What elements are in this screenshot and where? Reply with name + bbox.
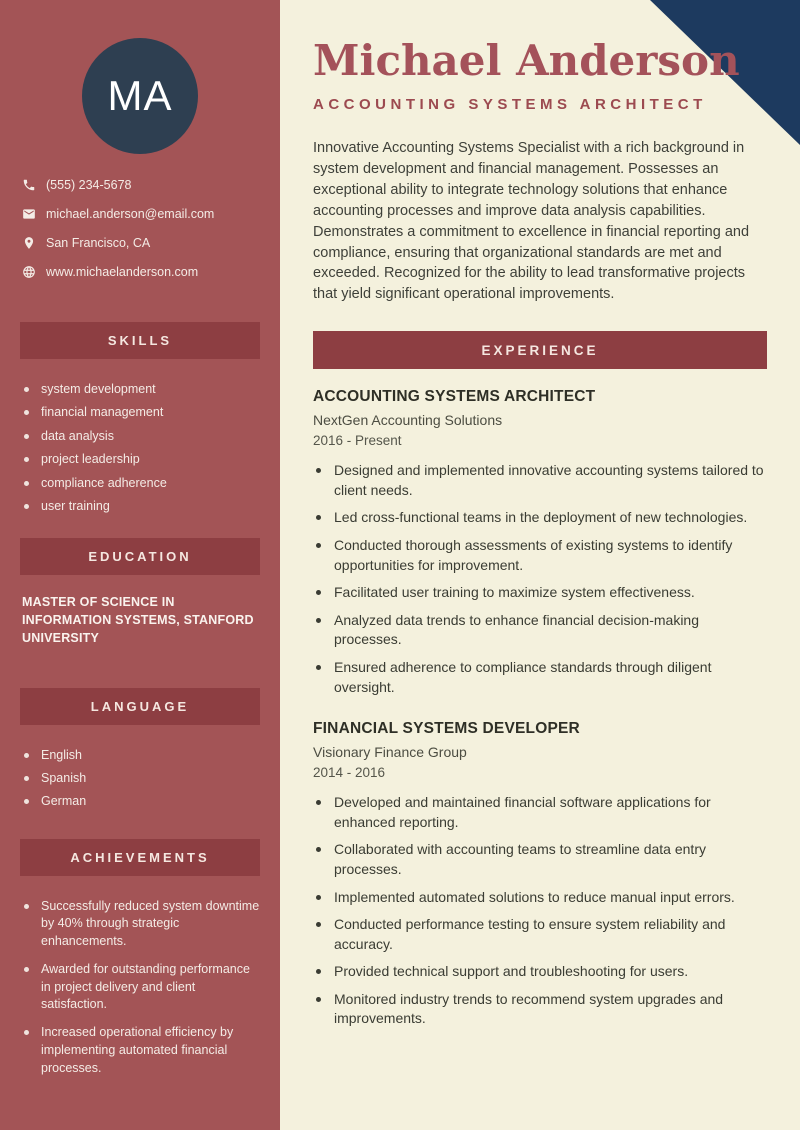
job-bullet-item — [313, 611, 767, 650]
achievement-item — [22, 961, 262, 1014]
job-title: ACCOUNTING SYSTEMS ARCHITECT — [313, 388, 596, 406]
bullet-icon — [316, 800, 321, 805]
achievements-list — [0, 898, 280, 1078]
language-label: German — [41, 794, 87, 809]
bullet-icon — [24, 387, 29, 392]
contact-list — [0, 178, 280, 279]
job-entry — [313, 388, 767, 697]
bullet-icon — [316, 847, 321, 852]
job-dates: 2016 - Present — [313, 433, 402, 449]
job-bullet-text: Ensured adherence to compliance standards through diligent oversight. — [334, 658, 712, 695]
job-bullet-item — [313, 793, 767, 832]
achievement-text: Successfully reduced system downtime by 40% through strategic enhancements. — [41, 898, 260, 949]
bullet-icon — [24, 967, 29, 972]
skill-item — [22, 405, 262, 419]
job-bullet-item — [313, 508, 767, 528]
bullet-icon — [24, 504, 29, 509]
language-list — [0, 748, 280, 809]
location-value: San Francisco, CA — [46, 236, 151, 250]
education-degree: MASTER OF SCIENCE IN INFORMATION SYSTEMS, STANFORD UNIVERSITY — [22, 595, 254, 645]
education-section-header: EDUCATION — [20, 538, 260, 575]
contact-location — [22, 236, 280, 250]
skill-item — [22, 452, 262, 466]
avatar-initials: MA — [107, 72, 173, 119]
skill-label: compliance adherence — [41, 475, 167, 490]
bullet-icon — [24, 799, 29, 804]
language-item — [22, 748, 262, 762]
bullet-icon — [316, 997, 321, 1002]
bullet-icon — [24, 753, 29, 758]
skill-label: data analysis — [41, 428, 114, 443]
job-bullet-list — [313, 461, 767, 697]
skill-label: user training — [41, 498, 110, 513]
job-title: FINANCIAL SYSTEMS DEVELOPER — [313, 720, 580, 738]
job-company: Visionary Finance Group — [313, 744, 467, 761]
job-bullet-text: Monitored industry trends to recommend system upgrades and improvements. — [334, 990, 724, 1027]
experience-section-header: EXPERIENCE — [313, 331, 767, 369]
job-bullet-item — [313, 461, 767, 500]
bullet-icon — [316, 922, 321, 927]
job-bullet-text: Collaborated with accounting teams to streamline data entry processes. — [334, 841, 706, 877]
bullet-icon — [316, 665, 321, 670]
bullet-icon — [316, 468, 321, 473]
bullet-icon — [24, 1030, 29, 1035]
job-bullet-item — [313, 840, 767, 879]
achievement-item — [22, 898, 262, 951]
avatar — [82, 38, 198, 154]
job-dates: 2014 - 2016 — [313, 765, 386, 781]
skill-item — [22, 476, 262, 490]
job-company: NextGen Accounting Solutions — [313, 412, 503, 429]
achievement-item — [22, 1024, 262, 1077]
skill-label: financial management — [41, 405, 164, 420]
skill-label: project leadership — [41, 452, 140, 467]
sidebar — [0, 0, 280, 1130]
skills-list — [0, 382, 280, 513]
contact-website — [22, 265, 280, 279]
skill-item — [22, 499, 262, 513]
bullet-icon — [316, 618, 321, 623]
bullet-icon — [316, 895, 321, 900]
bullet-icon — [24, 434, 29, 439]
achievement-text: Increased operational efficiency by implementing automated financial processes. — [41, 1025, 234, 1075]
website-value: www.michaelanderson.com — [46, 265, 199, 279]
bullet-icon — [24, 481, 29, 486]
language-item — [22, 771, 262, 785]
job-bullet-text: Designed and implemented innovative accounting systems tailored to client needs. — [334, 462, 764, 498]
job-bullet-text: Led cross-functional teams in the deployment of new technologies. — [334, 509, 748, 526]
language-label: Spanish — [41, 770, 87, 785]
email-icon — [22, 207, 36, 221]
job-bullet-item — [313, 915, 767, 954]
location-pin-icon — [22, 236, 36, 250]
email-value: michael.anderson@email.com — [46, 207, 215, 221]
bullet-icon — [24, 776, 29, 781]
main-column — [280, 0, 800, 1130]
job-bullet-item — [313, 583, 767, 603]
job-entry — [313, 720, 767, 1029]
bullet-icon — [316, 590, 321, 595]
page-title: Michael Anderson — [313, 36, 740, 85]
contact-phone — [22, 178, 280, 192]
skill-item — [22, 382, 262, 396]
bullet-icon — [316, 969, 321, 974]
job-bullet-item — [313, 658, 767, 697]
bullet-icon — [24, 457, 29, 462]
language-label: English — [41, 747, 82, 762]
phone-icon — [22, 178, 36, 192]
job-bullet-text: Developed and maintained financial software applications for enhanced reporting. — [334, 794, 711, 830]
bullet-icon — [316, 515, 321, 520]
skill-label: system development — [41, 382, 156, 396]
job-bullet-text: Conducted thorough assessments of existing systems to identify opportunities for improvement. — [334, 536, 733, 573]
achievements-section-header: ACHIEVEMENTS — [20, 839, 260, 876]
profile-summary: Innovative Accounting Systems Specialist with a rich background in system development and financial management. Possesses an exceptional ability to integrate technology solutions that enhance accounting processes and improve data analysis capabilities. Demonstrates a commitment to excellence in financial reporting and compliance, ensuring that organizational standards are met and exceeded. Recognized for the ability to lead transformative projects that yield significant operational improvements. — [313, 140, 750, 303]
job-bullet-text: Conducted performance testing to ensure system reliability and accuracy. — [334, 916, 726, 952]
job-bullet-item — [313, 536, 767, 575]
bullet-icon — [24, 904, 29, 909]
skills-section-header: SKILLS — [20, 322, 260, 359]
job-bullet-item — [313, 962, 767, 982]
contact-email — [22, 207, 280, 221]
globe-icon — [22, 265, 36, 279]
skill-item — [22, 429, 262, 443]
job-bullet-list — [313, 793, 767, 1029]
language-section-header: LANGUAGE — [20, 688, 260, 725]
job-bullet-text: Provided technical support and troubleshooting for users. — [334, 963, 689, 980]
language-item — [22, 794, 262, 808]
job-bullet-item — [313, 888, 767, 908]
job-bullet-text: Facilitated user training to maximize system effectiveness. — [334, 584, 695, 601]
job-bullet-text: Implemented automated solutions to reduce manual input errors. — [334, 888, 735, 905]
bullet-icon — [316, 543, 321, 548]
job-bullet-item — [313, 990, 767, 1029]
bullet-icon — [24, 410, 29, 415]
phone-value: (555) 234-5678 — [46, 178, 132, 192]
job-bullet-text: Analyzed data trends to enhance financial decision-making processes. — [334, 611, 700, 648]
achievement-text: Awarded for outstanding performance in project delivery and client satisfaction. — [41, 961, 250, 1012]
profile-job-title: ACCOUNTING SYSTEMS ARCHITECT — [313, 96, 707, 114]
